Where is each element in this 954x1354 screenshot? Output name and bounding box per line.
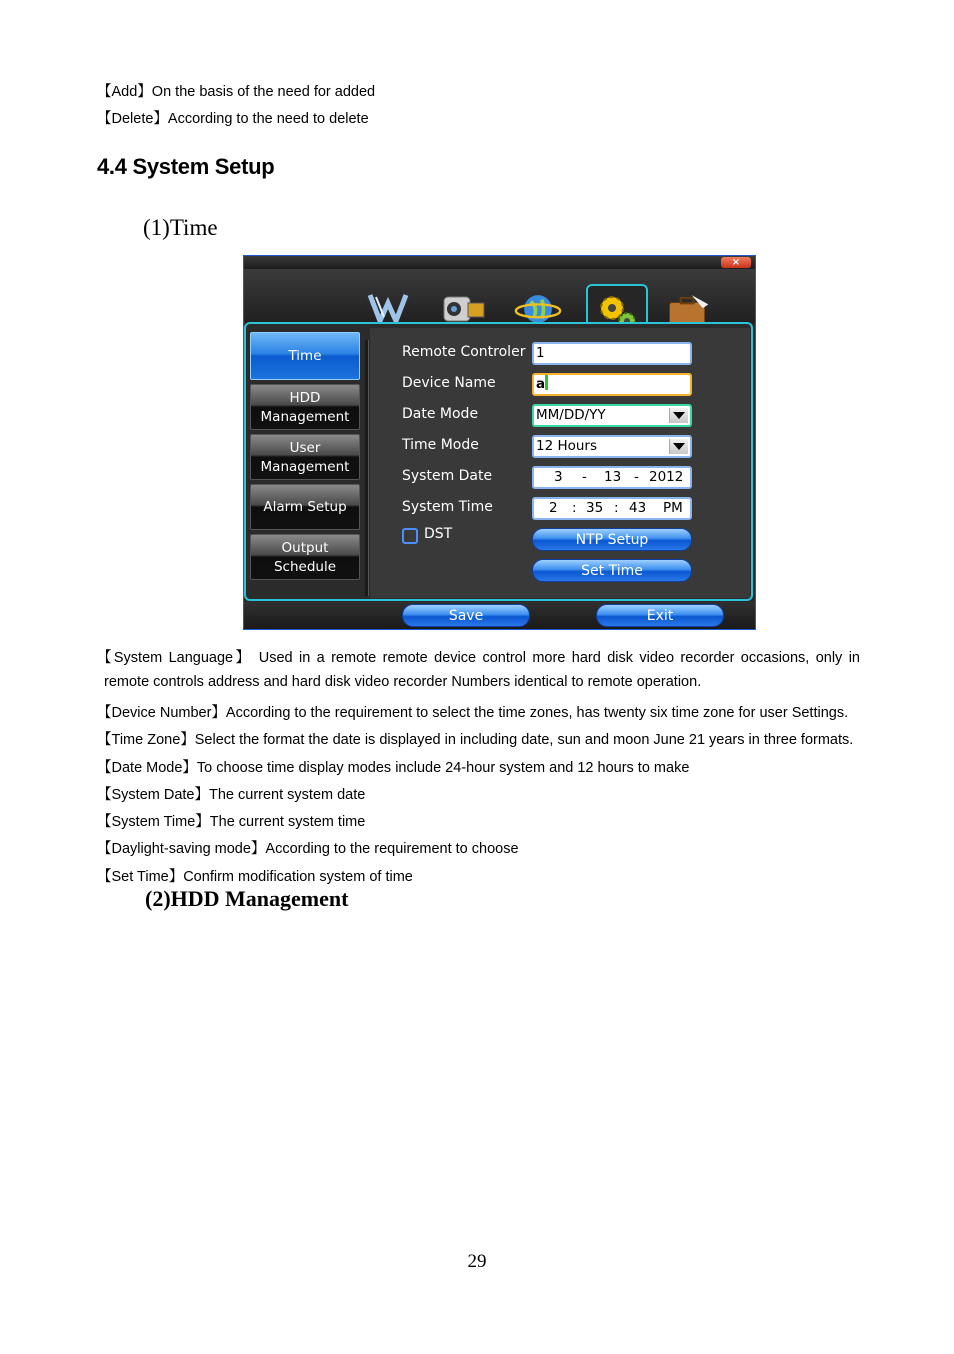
sidebar-divider [365, 340, 369, 596]
time-settings-content [370, 328, 750, 598]
sidebar-item-time[interactable] [250, 332, 360, 380]
sidebar-item-label: Time [288, 348, 322, 364]
system-language-desc-line2: remote controls address and hard disk video recorder Numbers identical to remote operation. [104, 674, 702, 690]
dst-checkbox[interactable] [402, 528, 418, 544]
set-time-desc: 【Set Time】Confirm modification system of time [97, 869, 413, 885]
system-time-label: System Time [402, 499, 493, 515]
date-month[interactable]: 3 [554, 469, 563, 485]
date-day[interactable]: 13 [604, 469, 622, 485]
time-hour[interactable]: 2 [549, 500, 558, 516]
save-button[interactable]: Save [402, 604, 530, 627]
sidebar-item-output-schedule[interactable] [250, 534, 360, 580]
subsection-hdd-title: (2)HDD Management [145, 886, 349, 911]
time-mode-select[interactable] [532, 435, 692, 458]
remote-controler-field[interactable]: 1 [532, 342, 692, 365]
time-mode-label: Time Mode [402, 437, 479, 453]
time-second[interactable]: 43 [629, 500, 647, 516]
date-year[interactable]: 2012 [649, 469, 684, 485]
system-time-field[interactable] [532, 497, 692, 520]
sidebar-item-label: Management [260, 409, 350, 425]
daylight-saving-desc: 【Daylight-saving mode】According to the requirement to choose [97, 841, 519, 857]
time-minute[interactable]: 35 [586, 500, 604, 516]
time-zone-desc: 【Time Zone】Select the format the date is displayed in including date, sun and moon June 21 years in three formats. [97, 732, 854, 748]
date-separator: - [582, 469, 587, 485]
system-date-label: System Date [402, 468, 493, 484]
sidebar-item-label: HDD [289, 390, 321, 406]
date-separator: - [634, 469, 639, 485]
exit-button[interactable]: Exit [596, 604, 724, 627]
time-separator: : [614, 500, 619, 516]
chevron-down-icon[interactable] [669, 408, 688, 423]
sidebar-item-hdd-management[interactable] [250, 384, 360, 430]
date-mode-label: Date Mode [402, 406, 479, 422]
device-name-label: Device Name [402, 375, 496, 391]
sidebar-item-user-management[interactable] [250, 434, 360, 480]
date-mode-desc: 【Date Mode】To choose time display modes include 24-hour system and 12 hours to make [97, 760, 690, 776]
time-separator: : [572, 500, 577, 516]
dst-label: DST [424, 526, 453, 542]
menu-toolbar [244, 269, 755, 323]
set-time-button[interactable]: Set Time [532, 559, 692, 582]
time-setup-screenshot [243, 255, 756, 630]
sidebar-item-label: User [289, 440, 321, 456]
device-number-desc: 【Device Number】According to the requirement to select the time zones, has twenty six time zone for user Settings. [97, 705, 849, 721]
text-cursor [545, 375, 548, 390]
sidebar-item-label: Alarm Setup [263, 499, 347, 515]
chevron-down-icon[interactable] [669, 439, 688, 454]
system-time-desc: 【System Time】The current system time [97, 814, 366, 830]
device-name-value: a [536, 376, 546, 392]
sidebar-item-alarm-setup[interactable] [250, 484, 360, 530]
system-date-field[interactable] [532, 466, 692, 489]
time-ampm[interactable]: PM [663, 500, 683, 516]
close-button[interactable]: × [721, 257, 751, 268]
bottom-bar [244, 602, 755, 629]
page-number: 29 [467, 1251, 487, 1272]
sidebar-item-label: Management [260, 459, 350, 475]
date-mode-value: MM/DD/YY [536, 407, 606, 423]
system-language-desc-line1: 【System Language】 Used in a remote remote device control more hard disk video recorder occasions, only in [97, 650, 860, 666]
sidebar-item-label: Schedule [273, 559, 337, 575]
subsection-time-title: (1)Time [143, 215, 218, 240]
device-name-field[interactable] [532, 373, 692, 396]
section-title: 4.4 System Setup [97, 154, 275, 179]
delete-line: 【Delete】According to the need to delete [97, 111, 369, 127]
time-mode-value: 12 Hours [536, 438, 598, 454]
sidebar-item-label: Output [281, 540, 329, 556]
date-mode-select[interactable] [532, 404, 692, 427]
system-date-desc: 【System Date】The current system date [97, 787, 366, 803]
window-titlebar [244, 256, 755, 269]
ntp-setup-button[interactable]: NTP Setup [532, 528, 692, 551]
add-line: 【Add】On the basis of the need for added [97, 84, 376, 100]
settings-panel [244, 322, 753, 601]
remote-controler-label: Remote Controler [402, 344, 526, 360]
